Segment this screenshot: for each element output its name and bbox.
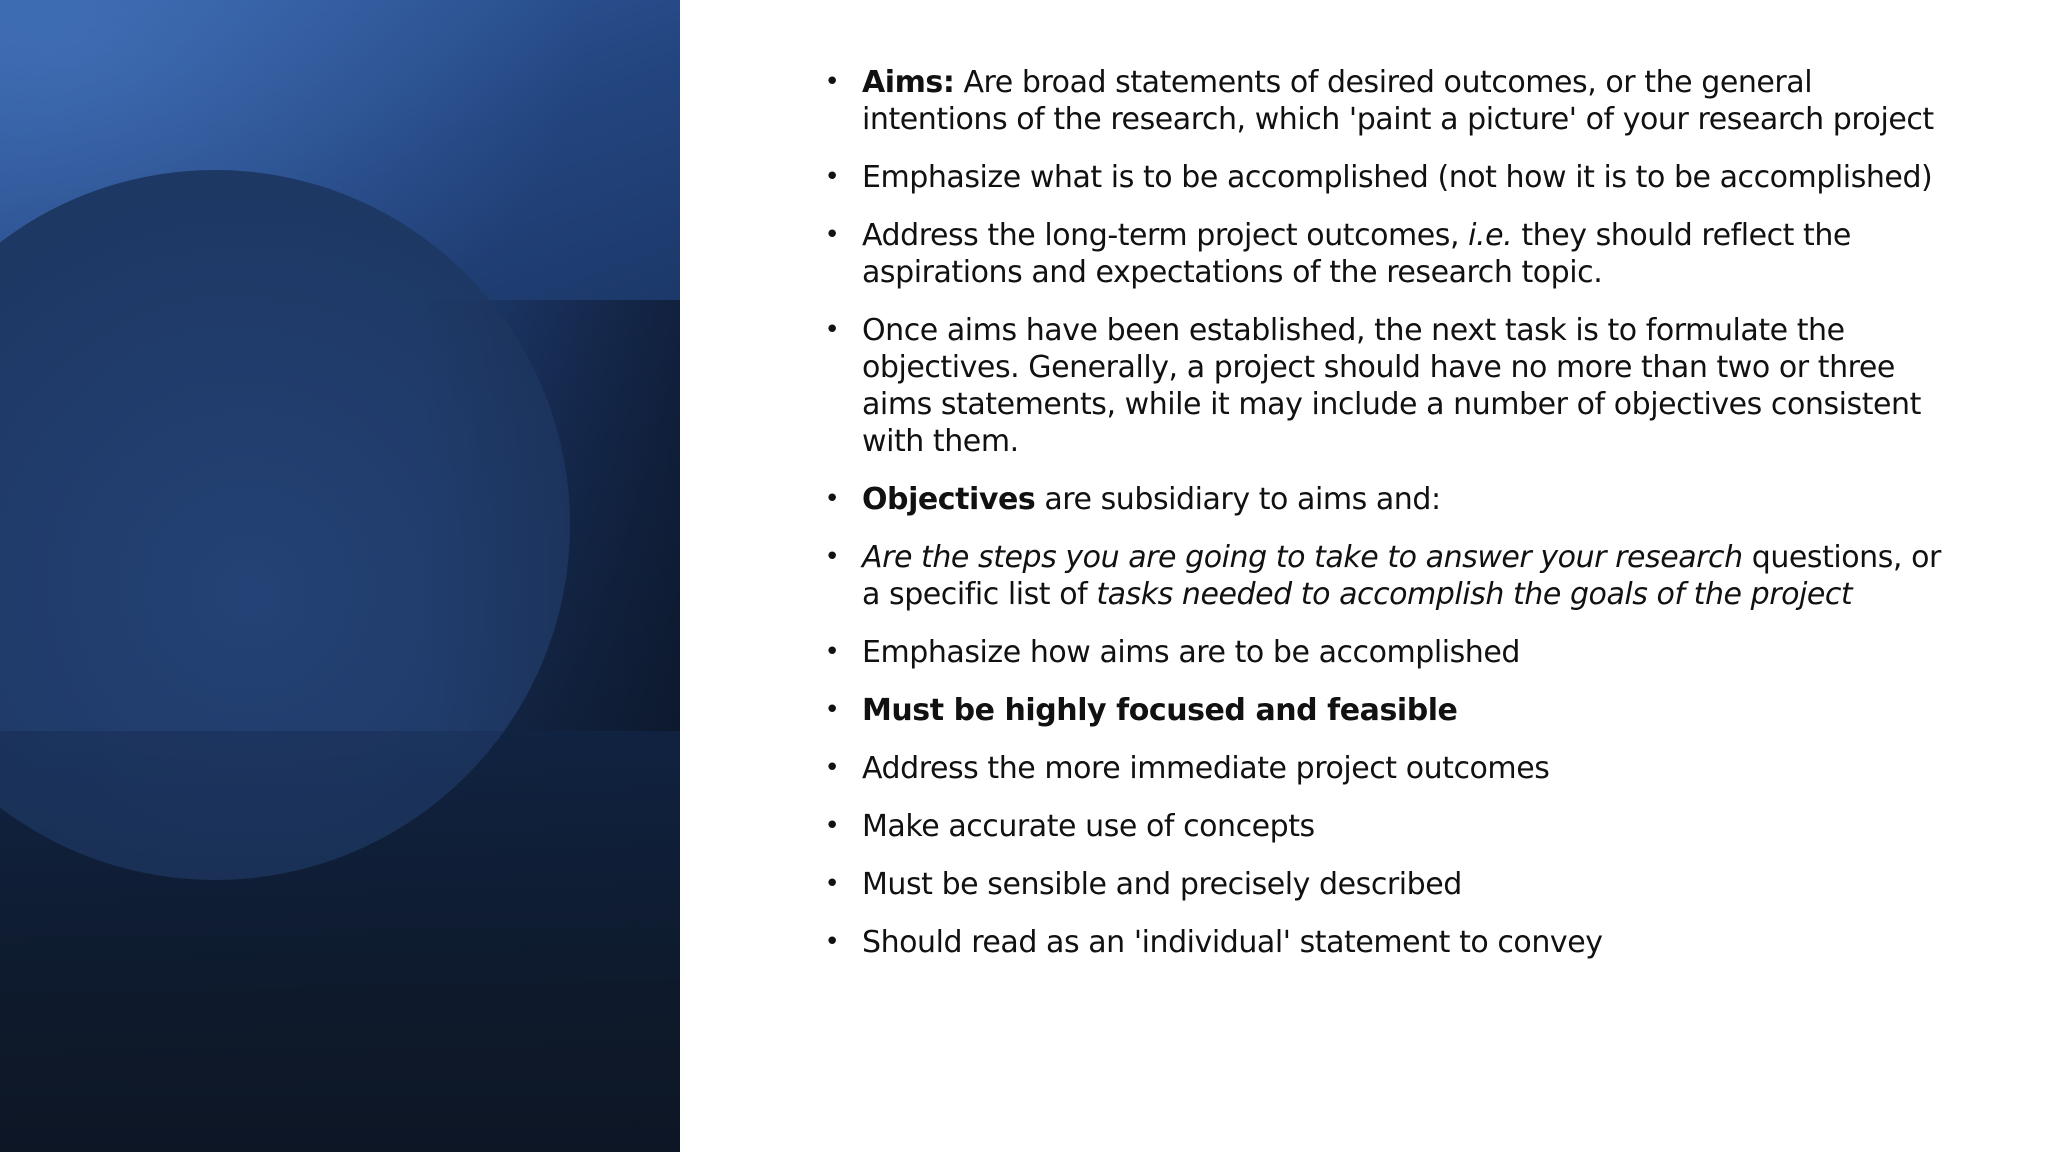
bullet-text: Emphasize how aims are to be accomplished — [862, 635, 1520, 670]
bullet-dot-icon: • — [824, 67, 840, 97]
bullet-line — [862, 808, 2002, 845]
bullet-text: Make accurate use of concepts — [862, 809, 1315, 844]
bullet-line — [862, 576, 2002, 613]
bullet-dot-icon: • — [824, 927, 840, 957]
bullet-text: Once aims have been established, the next task is to formulate the — [862, 313, 1845, 348]
bullet-line — [862, 634, 2002, 671]
bullet-item — [822, 159, 2002, 196]
bullet-dot-icon: • — [824, 162, 840, 192]
bullet-dot-icon: • — [824, 753, 840, 783]
bullet-line — [862, 866, 2002, 903]
bullet-dot-icon: • — [824, 484, 840, 514]
bullet-line — [862, 64, 2002, 101]
bullet-line — [862, 312, 2002, 349]
bold-text: Must be highly focused and feasible — [862, 693, 1458, 728]
bullet-line — [862, 101, 2002, 138]
bullet-item — [822, 692, 2002, 729]
bullet-text: they should reflect the — [1512, 218, 1851, 253]
bullet-item — [822, 539, 2002, 613]
bullet-text: with them. — [862, 424, 1019, 459]
bullet-dot-icon: • — [824, 315, 840, 345]
bold-text: Aims: — [862, 65, 955, 100]
bullet-line — [862, 159, 2002, 196]
bullet-text: aims statements, while it may include a number of objectives consistent — [862, 387, 1921, 422]
bullet-line — [862, 423, 2002, 460]
bullet-item — [822, 634, 2002, 671]
decorative-blue-panel — [0, 0, 680, 1152]
bullet-text: Are broad statements of desired outcomes, or the general — [954, 65, 1813, 100]
panel-lower-band — [0, 731, 680, 1152]
bullet-text: a specific list of — [862, 577, 1097, 612]
bullet-item — [822, 64, 2002, 138]
bullet-line — [862, 481, 2002, 518]
bold-text: Objectives — [862, 482, 1036, 517]
bullet-dot-icon: • — [824, 869, 840, 899]
bullet-text: aspirations and expectations of the research topic. — [862, 255, 1603, 290]
bullet-dot-icon: • — [824, 220, 840, 250]
bullet-item — [822, 481, 2002, 518]
bullet-text: objectives. Generally, a project should have no more than two or three — [862, 350, 1895, 385]
italic-text: Are the steps you are going to take to answer your research — [862, 540, 1743, 575]
bullet-line — [862, 750, 2002, 787]
italic-text: i.e. — [1468, 218, 1513, 253]
bullet-text: intentions of the research, which 'paint a picture' of your research project — [862, 102, 1934, 137]
bullet-line — [862, 539, 2002, 576]
bullet-line — [862, 924, 2002, 961]
bullet-text: Address the more immediate project outcomes — [862, 751, 1550, 786]
bullet-text: Should read as an 'individual' statement to convey — [862, 925, 1603, 960]
bullet-dot-icon: • — [824, 811, 840, 841]
bullet-line — [862, 217, 2002, 254]
bullet-dot-icon: • — [824, 637, 840, 667]
bullet-text: Address the long-term project outcomes, — [862, 218, 1469, 253]
bullet-item — [822, 924, 2002, 961]
bullet-dot-icon: • — [824, 695, 840, 725]
bullet-line — [862, 692, 2002, 729]
bullet-text: Emphasize what is to be accomplished (not how it is to be accomplished) — [862, 160, 1933, 195]
bullet-item — [822, 866, 2002, 903]
italic-text: tasks needed to accomplish the goals of the project — [1096, 577, 1853, 612]
bullet-text: Must be sensible and precisely described — [862, 867, 1462, 902]
bullet-line — [862, 386, 2002, 423]
bullet-line — [862, 254, 2002, 291]
bullet-list — [822, 64, 2002, 961]
bullet-item — [822, 808, 2002, 845]
bullet-text: are subsidiary to aims and: — [1035, 482, 1441, 517]
bullet-line — [862, 349, 2002, 386]
bullet-text: questions, or — [1742, 540, 1941, 575]
bullet-item — [822, 217, 2002, 291]
bullet-item — [822, 750, 2002, 787]
bullet-dot-icon: • — [824, 542, 840, 572]
bullet-item — [822, 312, 2002, 460]
slide-content — [822, 64, 2002, 982]
